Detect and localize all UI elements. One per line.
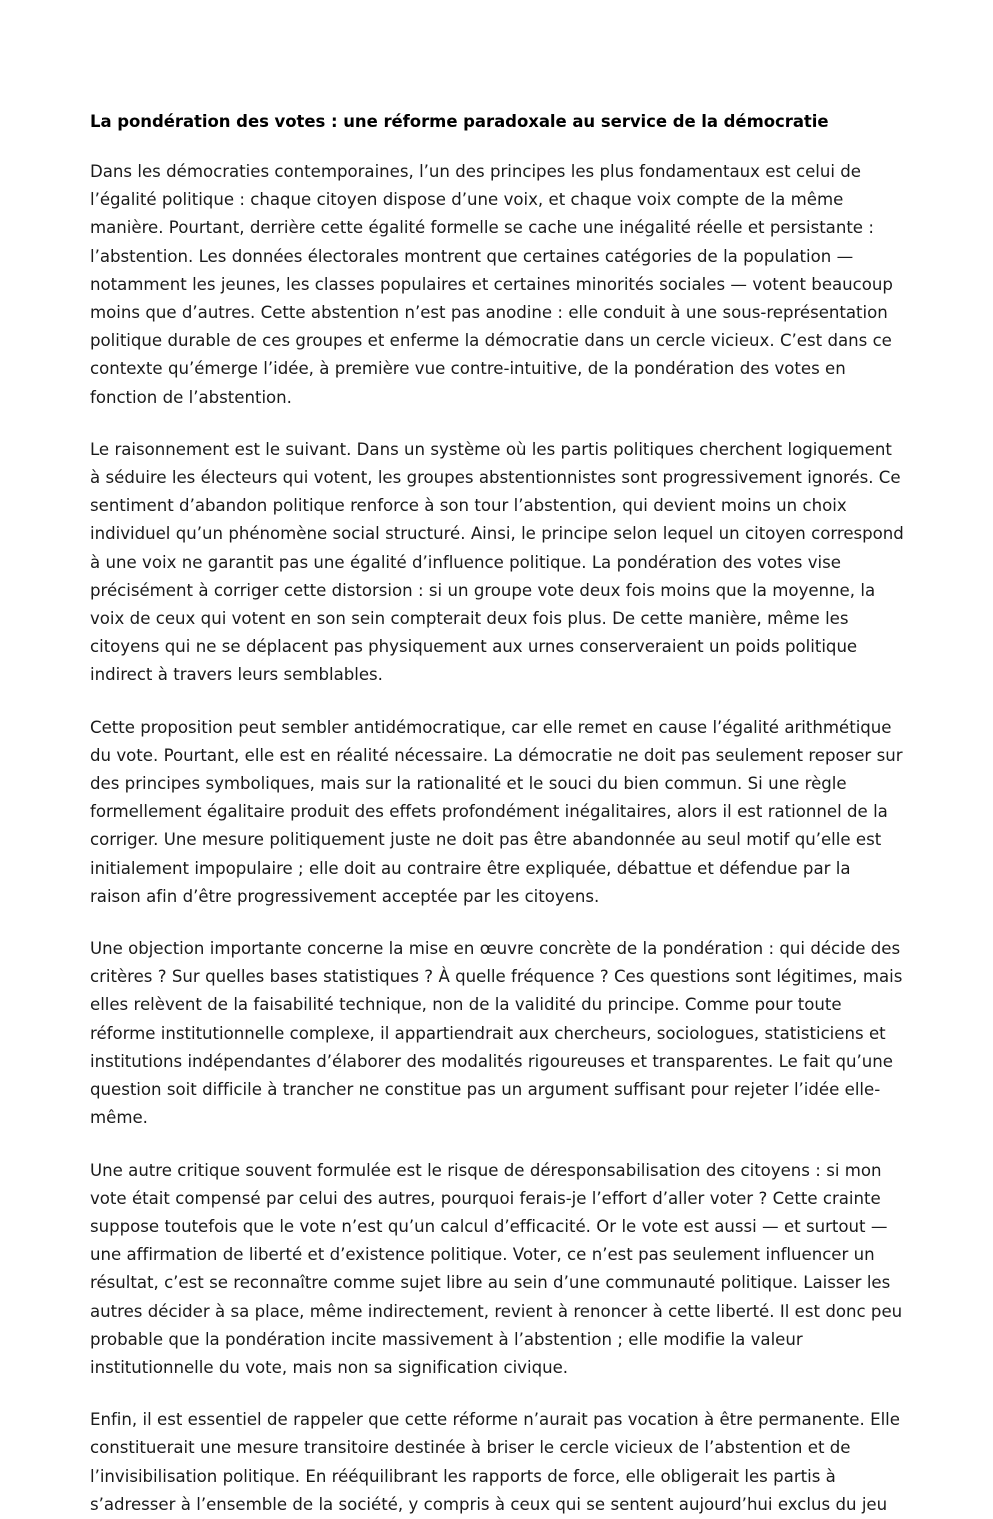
page-title: La pondération des votes : une réforme paradoxale au service de la démocratie <box>90 112 829 131</box>
paragraph-5: Une autre critique souvent formulée est le risque de déresponsabilisation des citoyens : si mon vote était compensé par celui des autres, pourquoi ferais-je l’effort d’aller voter ? Cette crainte suppose toutefois que le vote n’est qu’un calcul d’efficacité. Or le vote est aussi — et surtout — une affirmation de liberté et d’existence politique. Voter, ce n’est pas seulement influencer un résultat, c’est se reconnaître comme sujet libre au sein d’une communauté politique. Laisser les autres décider à sa place, même indirectement, revient à renoncer à cette liberté. Il est donc peu probable que la pondération incite massivement à l’abstention ; elle modifie la valeur institutionnelle du vote, mais non sa signification civique. <box>90 1160 903 1377</box>
paragraph-3: Cette proposition peut sembler antidémocratique, car elle remet en cause l’égalité arithmétique du vote. Pourtant, elle est en réalité nécessaire. La démocratie ne doit pas seulement reposer sur des principes symboliques, mais sur la rationalité et le souci du bien commun. Si une règle formellement égalitaire produit des effets profondément inégalitaires, alors il est rationnel de la corriger. Une mesure politiquement juste ne doit pas être abandonnée au seul motif qu’elle est initialement impopulaire ; elle doit au contraire être expliquée, débattue et défendue par la raison afin d’être progressivement acceptée par les citoyens. <box>90 717 903 906</box>
paragraph-1: Dans les démocraties contemporaines, l’un des principes les plus fondamentaux est celui de l’égalité politique : chaque citoyen dispose d’une voix, et chaque voix compte de la même manière. Pourtant, derrière cette égalité formelle se cache une inégalité réelle et persistante : l’abstention. Les données électorales montrent que certaines catégories de la population — notamment les jeunes, les classes populaires et certaines minorités sociales — votent beaucoup moins que d’autres. Cette abstention n’est pas anodine : elle conduit à une sous-représentation politique durable de ces groupes et enferme la démocratie dans un cercle vicieux. C’est dans ce contexte qu’émerge l’idée, à première vue contre-intuitive, de la pondération des votes en fonction de l’abstention. <box>90 162 893 407</box>
paragraph-4: Une objection importante concerne la mise en œuvre concrète de la pondération : qui décide des critères ? Sur quelles bases statistiques ? À quelle fréquence ? Ces questions sont légitimes, mais elles relèvent de la faisabilité technique, non de la validité du principe. Comme pour toute réforme institutionnelle complexe, il appartiendrait aux chercheurs, sociologues, statisticiens et institutions indépendantes d’élaborer des modalités rigoureuses et transparentes. Le fait qu’une question soit difficile à trancher ne constitue pas un argument suffisant pour rejeter l’idée elle-même. <box>90 939 903 1128</box>
document-body <box>90 108 904 1519</box>
paragraph-6: Enfin, il est essentiel de rappeler que cette réforme n’aurait pas vocation à être permanente. Elle constituerait une mesure transitoire destinée à briser le cercle vicieux de l’abstention et de l’invisibilisation politique. En rééquilibrant les rapports de force, elle obligerait les partis à s’adresser à l’ensemble de la société, y compris à ceux qui se sentent aujourd’hui exclus du jeu <box>90 1410 900 1514</box>
paragraph-2: Le raisonnement est le suivant. Dans un système où les partis politiques cherchent logiquement à séduire les électeurs qui votent, les groupes abstentionnistes sont progressivement ignorés. Ce sentiment d’abandon politique renforce à son tour l’abstention, qui devient moins un choix individuel qu’un phénomène social structuré. Ainsi, le principe selon lequel un citoyen correspond à une voix ne garantit pas une égalité d’influence politique. La pondération des votes vise précisément à corriger cette distorsion : si un groupe vote deux fois moins que la moyenne, la voix de ceux qui votent en son sein compterait deux fois plus. De cette manière, même les citoyens qui ne se déplacent pas physiquement aux urnes conserveraient un poids politique indirect à travers leurs semblables. <box>90 439 904 685</box>
